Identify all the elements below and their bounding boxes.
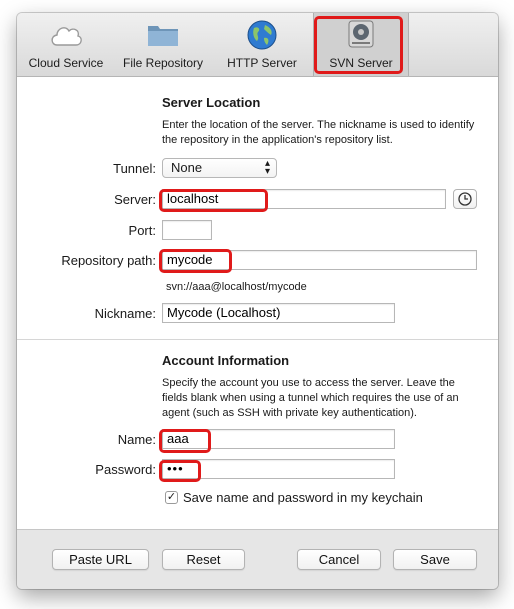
name-field[interactable]: aaa <box>162 429 395 449</box>
hard-drive-icon <box>346 19 376 54</box>
dialog-footer <box>17 529 498 589</box>
keychain-checkbox[interactable] <box>165 491 178 504</box>
tab-label: HTTP Server <box>227 56 297 70</box>
cancel-button[interactable]: Cancel <box>297 549 381 570</box>
account-information-title: Account Information <box>162 353 290 368</box>
checkmark-icon: ✓ <box>166 491 177 503</box>
tab-http-server[interactable] <box>211 13 313 76</box>
nickname-field[interactable]: Mycode (Localhost) <box>162 303 395 323</box>
repository-dialog <box>17 13 498 589</box>
tunnel-select[interactable] <box>162 158 277 178</box>
settings-pane <box>17 77 498 529</box>
tab-label: SVN Server <box>329 56 393 70</box>
globe-icon <box>245 19 279 56</box>
account-information-description: Specify the account you use to access the server. Leave the fields blank when using a tunnel which requires the use of an agent (such as SSH with private key authentication). <box>162 377 459 419</box>
server-label: Server: <box>114 192 156 207</box>
name-label: Name: <box>117 432 156 447</box>
password-label: Password: <box>95 462 156 477</box>
tab-file-repository[interactable] <box>115 13 211 76</box>
tab-label: File Repository <box>122 56 204 70</box>
save-button[interactable]: Save <box>393 549 477 570</box>
tunnel-label: Tunnel: <box>113 161 156 176</box>
paste-url-button[interactable]: Paste URL <box>52 549 149 570</box>
svn-url-preview: svn://aaa@localhost/mycode <box>166 281 307 293</box>
repository-path-field[interactable]: mycode <box>162 250 477 270</box>
recent-servers-button[interactable] <box>453 189 477 209</box>
tab-svn-server[interactable] <box>313 13 409 76</box>
tab-label: Cloud Service <box>28 56 104 70</box>
server-location-title: Server Location <box>162 95 261 110</box>
chevron-updown-icon: ▴ ▾ <box>264 158 270 177</box>
tunnel-select-value: None <box>171 160 203 175</box>
reset-button[interactable]: Reset <box>162 549 245 570</box>
tab-cloud-service[interactable] <box>17 13 115 76</box>
port-field[interactable] <box>162 220 212 240</box>
cloud-icon <box>49 19 83 54</box>
password-field[interactable]: ••• <box>162 459 395 479</box>
folder-icon <box>146 19 180 54</box>
keychain-checkbox-label[interactable]: Save name and password in my keychain <box>183 490 423 505</box>
port-label: Port: <box>128 223 156 238</box>
tab-toolbar <box>17 13 498 77</box>
repository-path-label: Repository path: <box>61 253 156 268</box>
nickname-label: Nickname: <box>94 306 156 321</box>
server-field[interactable]: localhost <box>162 189 446 209</box>
server-location-description: Enter the location of the server. The nickname is used to identify the repository in the application's repository list. <box>162 119 475 146</box>
clock-icon <box>454 190 476 208</box>
section-divider <box>17 339 498 340</box>
